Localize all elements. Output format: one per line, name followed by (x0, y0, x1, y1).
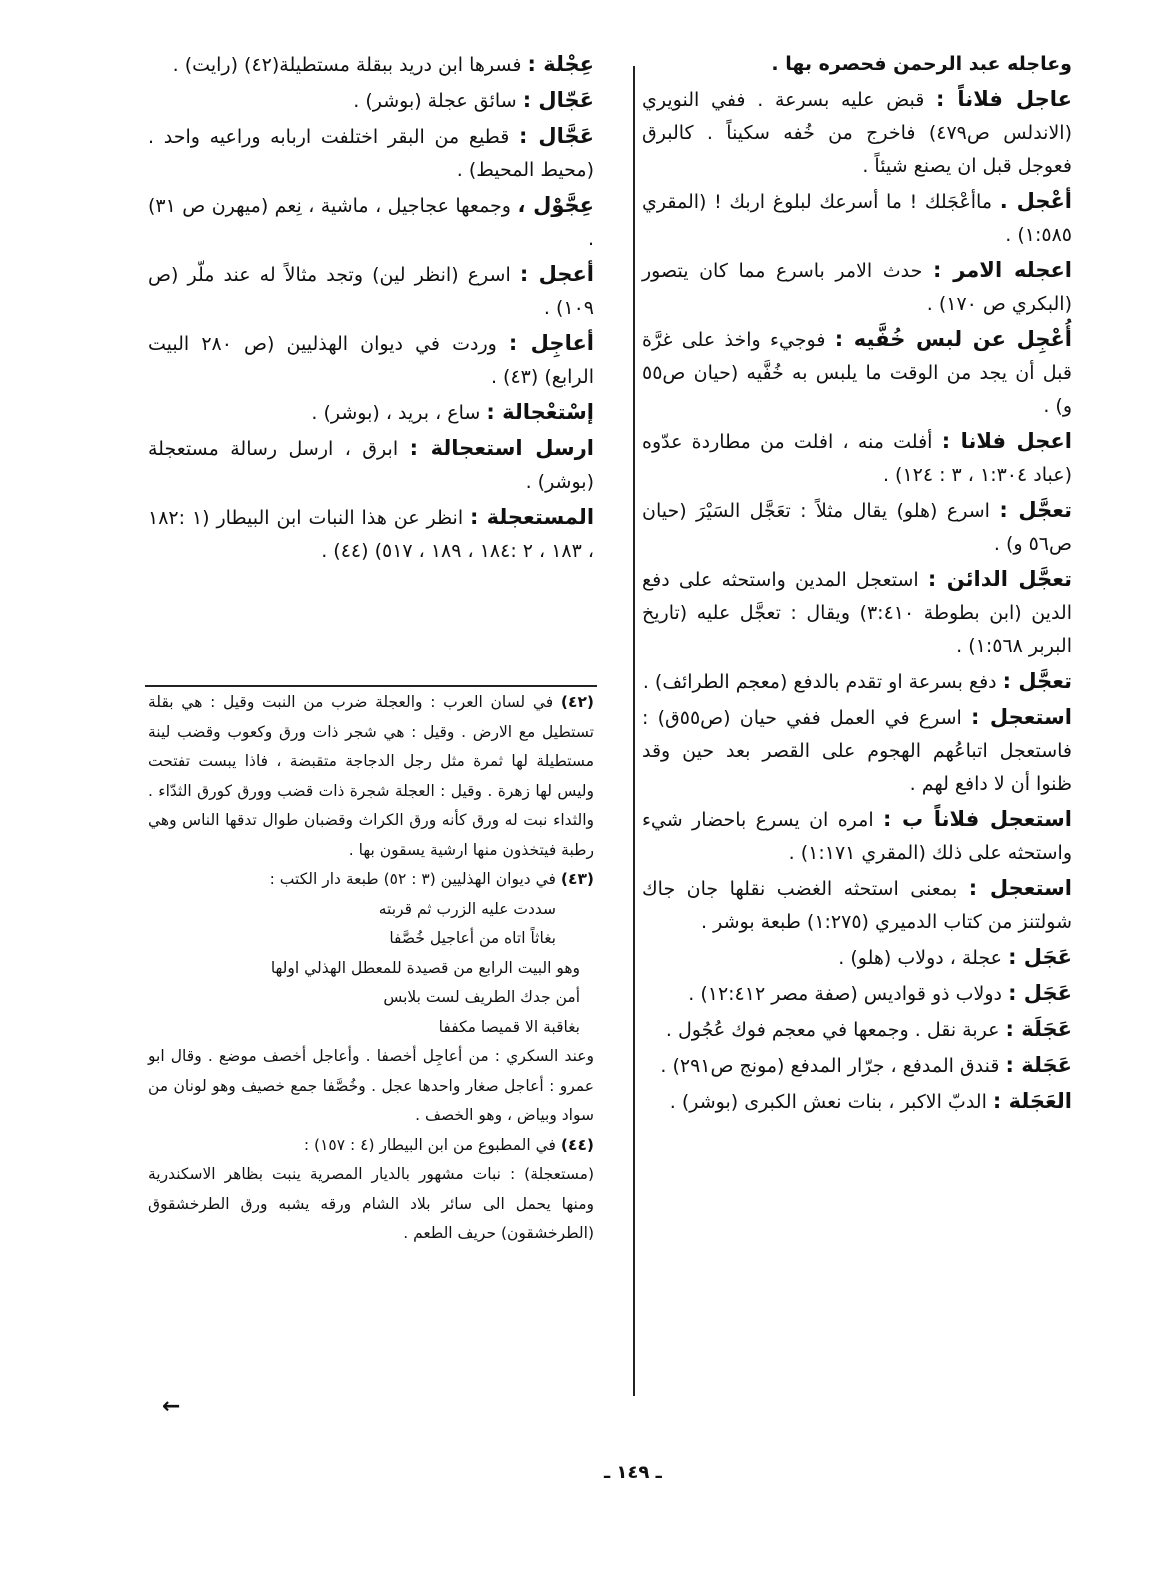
entry-definition: وردت في ديوان الهذليين (ص ٢٨٠ البيت الرابع) (٤٣) . (148, 333, 594, 388)
entry-headword: عَجَل : (1008, 945, 1072, 969)
entry-definition: امره ان يسرع باحضار شيء واستحثه على ذلك (المقري ١:١٧١) . (642, 809, 1072, 864)
dictionary-entry (642, 1049, 1072, 1083)
entry-headword: استعجل : (968, 876, 1072, 900)
entry-definition: فسرها ابن دريد ببقلة مستطيلة(٤٢) (رايت) . (172, 54, 522, 76)
entry-headword: عِجَّوْل ، (517, 193, 595, 217)
footnote-text: أمن جدك الطريف لست بلابس (383, 988, 580, 1006)
right-text-column (642, 48, 1072, 1121)
entry-headword: إسْتعْجالة : (486, 400, 594, 424)
footnote-line (148, 688, 594, 865)
entry-definition: قبض عليه بسرعة . ففي النويري (الاندلس ص٤٧٩) فاخرج من خُفه سكيناً . كالبرق فعوجل قبل ان يصنع شيئاً . (642, 89, 1072, 177)
entry-headword: أعْجل . (999, 189, 1073, 213)
entry-definition: سائق عجلة (بوشر) . (353, 90, 517, 112)
dictionary-entry (642, 1013, 1072, 1047)
entry-definition: عربة نقل . وجمعها في معجم فوك عُجُول . (665, 1019, 1000, 1041)
entry-definition: قندق المدفع ، جرّار المدفع (مونج ص٢٩١) . (660, 1055, 1000, 1077)
entry-headword: ارسل استعجالة : (409, 436, 594, 460)
dictionary-entry (642, 48, 1072, 81)
entry-definition: ماأعْجَلك ! ما أسرعك لبلوغ اربك ! (المقري ١:٥٨٥) . (642, 191, 1072, 246)
entry-headword: عِجْلة : (527, 52, 594, 76)
entry-headword: استعجل : (970, 705, 1072, 729)
dictionary-entry (148, 189, 594, 256)
footnote-line (148, 1131, 594, 1161)
entry-headword: عَجَّال : (519, 124, 594, 148)
footnote-line (148, 954, 594, 984)
footnote-text: بغاثاً اتاه من أعاجيل خُصَّفا (389, 929, 556, 947)
dictionary-entry (642, 323, 1072, 423)
footnote-text: سددت عليه الزرب ثم قربته (378, 899, 556, 918)
entry-definition: بمعنى استحثه الغضب نقلها جان جاك شولتنز من كتاب الدميري (١:٢٧٥) طبعة بوشر . (642, 878, 1072, 933)
entry-definition: الدبّ الاكبر ، بنات نعش الكبرى (بوشر) . (669, 1091, 987, 1113)
entry-definition: اسرع في العمل ففي حيان (ص٥٥ق) : فاستعجل اتباعُهم الهجوم على القصر بعد حين وقد ظنوا أن لا دافع لهم . (642, 707, 1072, 795)
dictionary-entry (642, 254, 1072, 321)
entry-headword: اعجل فلانا : (941, 429, 1072, 453)
entry-headword: تعجَّل : (999, 498, 1073, 522)
footnote-line (148, 924, 594, 954)
dictionary-entry (148, 120, 594, 187)
footnote-separator (145, 685, 597, 687)
entry-headword: العَجَلة : (992, 1089, 1072, 1113)
dictionary-entry (642, 803, 1072, 870)
footnote-text: وعند السكري : من أعاجِل أخصفا . وأعاجل أخصف موضع . وقال ابو عمرو : أعاجل صغار واحدها عجل . وخُصَّفا جمع خصيف وهو لونان من سواد وبياض ، وهو الخصف . (148, 1047, 594, 1124)
entry-definition: انظر عن هذا النبات ابن البيطار (١ :١٨٢ ، ١٨٣ ، ٢ :١٨٤ ، ١٨٩ ، ٥١٧) (٤٤) . (148, 507, 594, 562)
entry-headword: أُعْجِل عن لبس خُفَّيه : (834, 327, 1072, 351)
footnote-text: وهو البيت الرابع من قصيدة للمعطل الهذلي اولها (270, 958, 580, 977)
entry-definition: اسرع (هلو) يقال مثلاً : تعَجَّل السَيْرَ (حيان ص٥٦ و) . (642, 500, 1072, 555)
dictionary-entry (148, 84, 594, 118)
entry-headword: المستعجلة : (470, 505, 595, 529)
entry-headword: أعاجِل : (508, 331, 594, 355)
footnote-number: (٤٣) (560, 870, 594, 888)
footnote-line (148, 983, 594, 1013)
dictionary-entry (642, 185, 1072, 252)
left-text-column (148, 48, 594, 570)
entry-headword: أعجل : (519, 262, 595, 286)
dictionary-entry (642, 977, 1072, 1011)
entry-definition: فوجيء واخذ على غرَّة قبل أن يجد من الوقت ما يلبس به خُفَّيه (حيان ص٥٥ و) . (642, 329, 1072, 417)
entry-definition: وعاجله عبد الرحمن فحصره بها . (771, 53, 1072, 75)
entry-definition: ساع ، بريد ، (بوشر) . (311, 402, 481, 424)
entry-definition: قطيع من البقر اختلفت اربابه وراعيه واحد . (محيط المحيط) . (148, 126, 594, 181)
footnote-text: في المطبوع من ابن البيطار (٤ : ١٥٧) : (303, 1135, 556, 1154)
dictionary-entry (642, 494, 1072, 561)
dictionary-entry (148, 48, 594, 82)
dictionary-entry (642, 563, 1072, 663)
dictionary-entry (148, 327, 594, 394)
dictionary-entry (642, 701, 1072, 801)
dictionary-entry (642, 83, 1072, 183)
footnote-text: في لسان العرب : والعجلة ضرب من النبت وقيل : هي بقلة تستطيل مع الارض . وقيل : هي شجر ذات ورق وكعوب وقضب لينة مستطيلة لها ثمرة مثل رجل الدجاجة متقبضة ، فاذا يبست تفتحت وليس لها زهرة . وقيل : العجلة شجرة ذات قضب وورق كورق الثدّاء . والثداء نبت له ورق كأنه ورق الكراث وقضبان طوال تدقها الناس وهي رطبة فيتخذون منها ارشية يسقون بها . (148, 693, 594, 859)
entry-definition: دفع بسرعة او تقدم بالدفع (معجم الطرائف) . (642, 671, 997, 693)
entry-headword: عَجَلة : (1005, 1053, 1072, 1077)
footnote-text: بغاقبة الا قميصا مكففا (438, 1017, 580, 1036)
footnote-line (148, 1013, 594, 1043)
entry-headword: عَجّال : (522, 88, 594, 112)
entry-definition: وجمعها عجاجيل ، ماشية ، نِعم (ميهرن ص ٣١) . (148, 195, 594, 250)
entry-headword: عَجَل : (1008, 981, 1072, 1005)
entry-headword: عاجل فلاناً : (936, 87, 1072, 111)
footnote-line (148, 895, 594, 925)
entry-headword: اعجله الامر : (932, 258, 1072, 282)
footnotes-section (148, 688, 594, 1249)
entry-headword: عَجَلَة : (1005, 1017, 1072, 1041)
dictionary-entry (148, 396, 594, 430)
dictionary-entry (642, 872, 1072, 939)
entry-definition: أفلت منه ، افلت من مطاردة عدّوه (عباد ١:٣٠٤ ، ٣ : ١٢٤) . (642, 431, 1072, 486)
dictionary-entry (642, 425, 1072, 492)
footnote-line (148, 865, 594, 895)
footnote-line (148, 1042, 594, 1131)
entry-definition: عجلة ، دولاب (هلو) . (838, 947, 1003, 969)
dictionary-entry (148, 258, 594, 325)
entry-headword: تعجَّل الدائن : (927, 567, 1072, 591)
entry-headword: تعجَّل : (1002, 669, 1072, 693)
dictionary-entry (642, 1085, 1072, 1119)
page-number: ـ ١٤٩ ـ (604, 1462, 662, 1483)
entry-definition: اسرع (انظر لين) وتجد مثالاً له عند ملّر (ص ١٠٩) . (148, 264, 594, 319)
entry-definition: استعجل المدين واستحثه على دفع الدين (ابن بطوطة ٣:٤١٠) ويقال : تعجَّل عليه (تاريخ البربر ١:٥٦٨) . (642, 569, 1072, 657)
footnote-line (148, 1160, 594, 1249)
footnote-number: (٤٤) (560, 1135, 594, 1154)
dictionary-entry (642, 941, 1072, 975)
dictionary-entry (148, 501, 594, 568)
entry-headword: استعجل فلاناً ب : (882, 807, 1072, 831)
continuation-arrow-icon: ← (162, 1394, 181, 1419)
column-divider (633, 66, 635, 1396)
entry-definition: ابرق ، ارسل رسالة مستعجلة (بوشر) . (148, 438, 594, 493)
entry-definition: دولاب ذو قواديس (صفة مصر ١٢:٤١٢) . (688, 983, 1003, 1005)
footnote-text: (مستعجلة) : نبات مشهور بالديار المصرية ينبت بظاهر الاسكندرية ومنها يحمل الى سائر بلاد الشام ورقه يشبه ورق الطرخشقوق (الطرخشقون) حريف الطعم . (148, 1165, 594, 1242)
footnote-text: في ديوان الهذليين (٣ : ٥٢) طبعة دار الكتب : (269, 870, 556, 888)
dictionary-entry (148, 432, 594, 499)
footnote-number: (٤٢) (560, 693, 594, 711)
entry-definition: حدث الامر باسرع مما كان يتصور (البكري ص ١٧٠) . (642, 260, 1072, 315)
dictionary-entry (642, 665, 1072, 699)
